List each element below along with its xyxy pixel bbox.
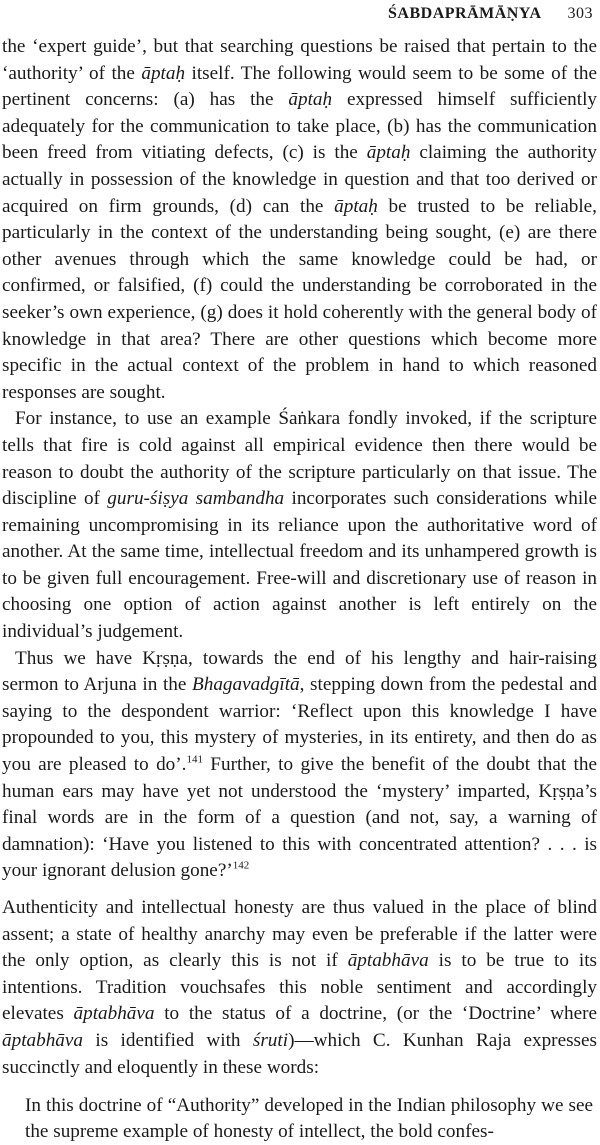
text-run: be trusted to be reliable, particularly in the context of the understanding being sought, (e) are there other avenues through which the same knowledge could be had, or confirmed, or falsified, (f) could the understanding be corroborated in the seeker’s own experience, (g) does it hold coherently with the general body of knowledge in that area? There are other questions which become more specific in the actual context of the problem in hand to which reasoned responses are sought. <box>2 195 597 403</box>
text-run: For instance, to use an example Śaṅkara fondly invoked, if the scripture tells that fire is cold against all empirical evidence then there would be reason to doubt the authority of the scripture particularly on that issue. The discipline of <box>2 408 597 510</box>
text-run: is to be true to its intentions. Tradition vouchsafes this noble sentiment and accordingly elevates <box>2 950 597 1025</box>
italic-term: guru-śiṣya sambandha <box>107 488 285 510</box>
text-run: itself. The following would seem to be some of the pertinent concerns: (a) has the <box>2 62 597 111</box>
italic-term: āptaḥ <box>288 89 333 111</box>
text-run: Further, to give the benefit of the doubt that the human ears may have yet not understood the ‘mystery’ imparted, Kṛṣṇa’s final words are in the form of a question (and not, say, a warning of damnation): ‘Have you listened to this with concentrated attention? . . . is your ignorant delusion gone?’ <box>2 754 597 882</box>
text-run: expressed himself sufficiently adequately for the communication to take place, (b) has the communication been freed from vitiating defects, (c) is the <box>2 89 597 164</box>
italic-term: āptaḥ <box>366 142 411 164</box>
paragraph-authenticity <box>2 895 597 1081</box>
paragraph-krsna-arjuna <box>2 646 597 885</box>
italic-term: śruti <box>252 1029 289 1051</box>
block-quote <box>25 1093 593 1145</box>
italic-term: āptabhāva <box>2 1029 84 1051</box>
text-run: the ‘expert guide’, but that searching questions be raised that pertain to the ‘authority’ of the <box>2 36 597 84</box>
text-run: Thus we have Kṛṣṇa, towards the end of his lengthy and hair-raising sermon to Arjuna in the <box>2 647 597 696</box>
text-run: , stepping down from the pedestal and saying to the despondent warrior: ‘Reflect upon this knowledge I have propounded to you, this mystery of mysteries, in its entirety, and then do as you are pleased to do’. <box>2 674 598 776</box>
paragraph-sankara-example <box>2 406 597 645</box>
italic-term: Bhagavadgītā <box>192 674 300 696</box>
quote-text: In this doctrine of “Authority” developed in the Indian philosophy we see the supreme example of honesty of intellect, the bold confes- <box>25 1095 593 1143</box>
text-run: Authenticity and intellectual honesty are thus valued in the place of blind assent; a state of healthy anarchy may even be preferable if the latter were the only option, as clearly this is not if <box>2 897 597 972</box>
footnote-ref[interactable]: 142 <box>232 860 250 873</box>
footnote-ref[interactable]: 141 <box>186 753 203 766</box>
page-number: 303 <box>567 5 593 22</box>
italic-term: āptaḥ <box>334 195 378 217</box>
italic-term: āptabhāva <box>347 950 429 972</box>
italic-term: āptabhāva <box>73 1003 155 1025</box>
paragraph-expert-guide <box>2 34 597 406</box>
text-run: )—which C. Kunhan Raja expresses succinctly and eloquently in these words: <box>2 1029 597 1078</box>
text-run: to the status of a doctrine, (or the ‘Doctrine’ where <box>154 1003 597 1025</box>
text-run: is identified with <box>83 1029 253 1051</box>
text-run: claiming the authority actually in possession of the knowledge in question and that too derived or acquired on firm grounds, (d) can the <box>2 142 597 217</box>
running-title: ŚABDAPRĀMĀṆYA <box>388 5 542 22</box>
text-run: incorporates such considerations while remaining uncompromising in its reliance upon the authoritative word of another. At the same time, intellectual freedom and its unhampered growth is to be given full encouragement. Free-will and discretionary use of reason in choosing one option of action against another is left entirely on the individual’s judgement. <box>2 488 597 643</box>
italic-term: āptaḥ <box>141 62 186 84</box>
running-head <box>2 0 597 34</box>
